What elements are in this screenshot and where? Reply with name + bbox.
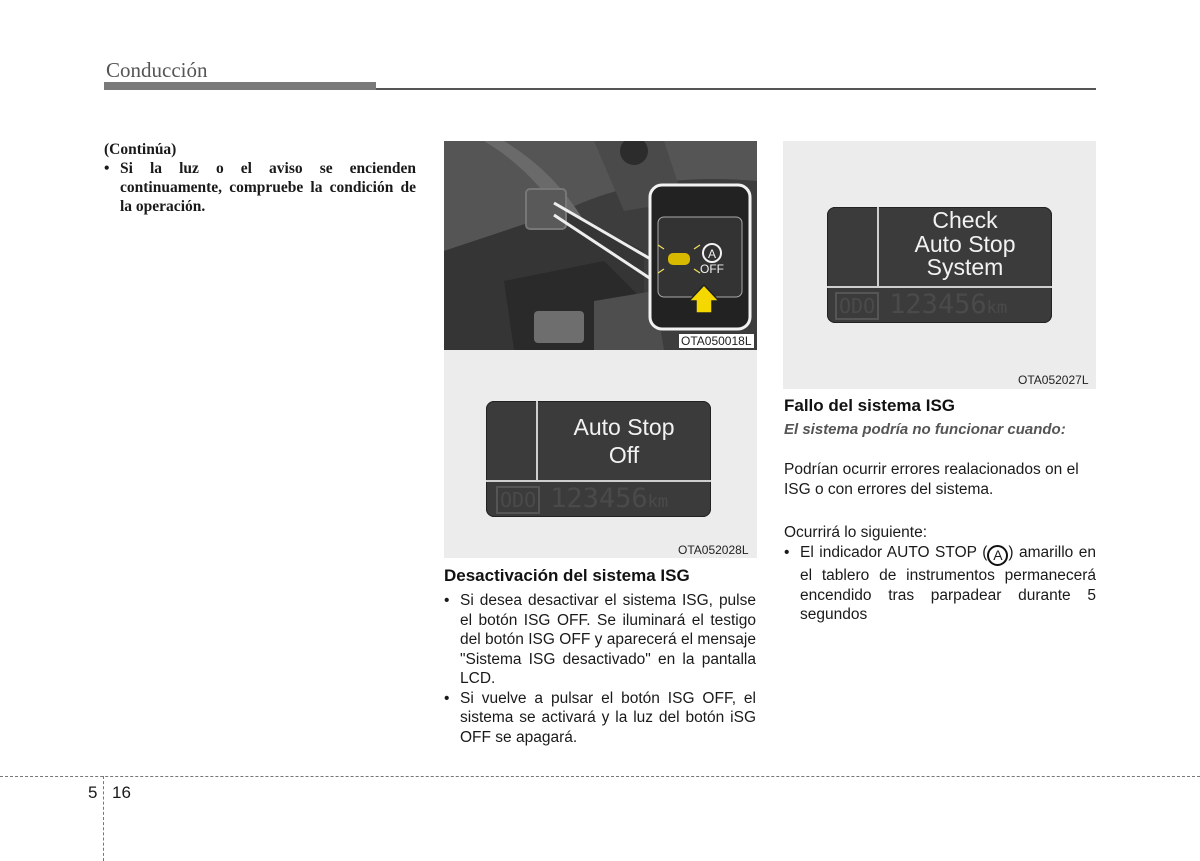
svg-text:A: A <box>707 247 717 261</box>
dashboard-illustration <box>444 141 757 350</box>
failure-heading: Fallo del sistema ISG <box>784 396 956 415</box>
photo-caption: OTA050018L <box>681 334 752 348</box>
bullet-text-start: El indicador AUTO STOP ( <box>800 544 988 561</box>
lcd-check-auto-stop <box>827 207 1052 323</box>
off-button-label: OFF <box>700 262 724 276</box>
lcd-message <box>540 413 708 469</box>
left-column <box>104 140 416 216</box>
bullet-dot: • <box>444 689 450 707</box>
footer-vertical-rule <box>103 776 104 861</box>
odo-label: ODO <box>835 292 879 320</box>
failure-subheading: El sistema podría no funcionar cuando: <box>784 421 1066 438</box>
odo-value: 123456 <box>889 289 987 320</box>
deactivation-heading: Desactivación del sistema ISG <box>444 566 690 585</box>
odo-unit: km <box>986 298 1008 318</box>
dashboard-photo <box>444 141 757 350</box>
header-bar <box>104 82 376 90</box>
deactivation-list <box>444 591 756 747</box>
failure-list <box>784 543 1096 625</box>
lcd-odometer <box>835 289 1007 320</box>
list-item <box>104 159 416 216</box>
lcd-line-1: Auto Stop <box>573 414 675 440</box>
odo-label: ODO <box>496 486 540 514</box>
bullet-text-end: ) amarillo en el tablero de instrumentos permanecerá encendido tras parpadear durante 5 segundos <box>800 544 1096 623</box>
bullet-dot: • <box>444 592 450 609</box>
list-item <box>444 591 756 689</box>
bullet-dot: • <box>104 160 110 177</box>
lcd-divider-vertical <box>536 401 538 481</box>
lcd-divider-horizontal <box>827 286 1052 288</box>
page-header-title: Conducción <box>106 58 208 82</box>
failure-paragraph: Podrían ocurrir errores realacionados on el ISG o con errores del sistema. <box>784 461 1079 498</box>
odo-unit: km <box>647 492 669 512</box>
page-number: 16 <box>112 783 131 802</box>
lcd-divider-vertical <box>877 207 879 287</box>
continued-label: (Continúa) <box>104 141 177 158</box>
footer-dashed-rule <box>0 776 1200 777</box>
lcd-line-1: Check <box>932 207 998 233</box>
list-item-text: Si vuelve a pulsar el botón ISG OFF, el sistema se activará y la luz del botón iSG OFF se apagará. <box>460 689 756 746</box>
failure-intro: Ocurrirá lo siguiente: <box>784 524 928 541</box>
bullet-dot: • <box>784 544 790 561</box>
header-rule <box>376 88 1096 90</box>
auto-stop-indicator-icon: A <box>987 545 1008 566</box>
lcd-line-2: Off <box>608 442 640 468</box>
odo-value: 123456 <box>550 483 648 514</box>
list-item <box>444 689 756 748</box>
lcd-divider-horizontal <box>486 480 711 482</box>
lcd-line-2: Auto Stop <box>914 230 1016 257</box>
lcd-odometer <box>496 483 668 514</box>
list-item-text <box>800 543 1096 625</box>
page-section-number: 5 <box>88 783 98 802</box>
list-item-text: Si desea desactivar el sistema ISG, pulse el botón ISG OFF. Se iluminará el testigo del botón ISG OFF y aparecerá el mensaje "Sistema ISG desactivado" en la pantalla LCD. <box>460 592 756 687</box>
lcd-auto-stop-off <box>486 401 711 517</box>
figure-caption: OTA052028L <box>678 543 749 557</box>
list-item <box>784 543 1096 625</box>
list-item-text: Si la luz o el aviso se encienden continuamente, compruebe la condición de la operación. <box>120 160 416 215</box>
figure-caption: OTA052027L <box>1018 373 1089 387</box>
lcd-line-3: System <box>926 254 1004 280</box>
lcd-message <box>881 209 1049 280</box>
